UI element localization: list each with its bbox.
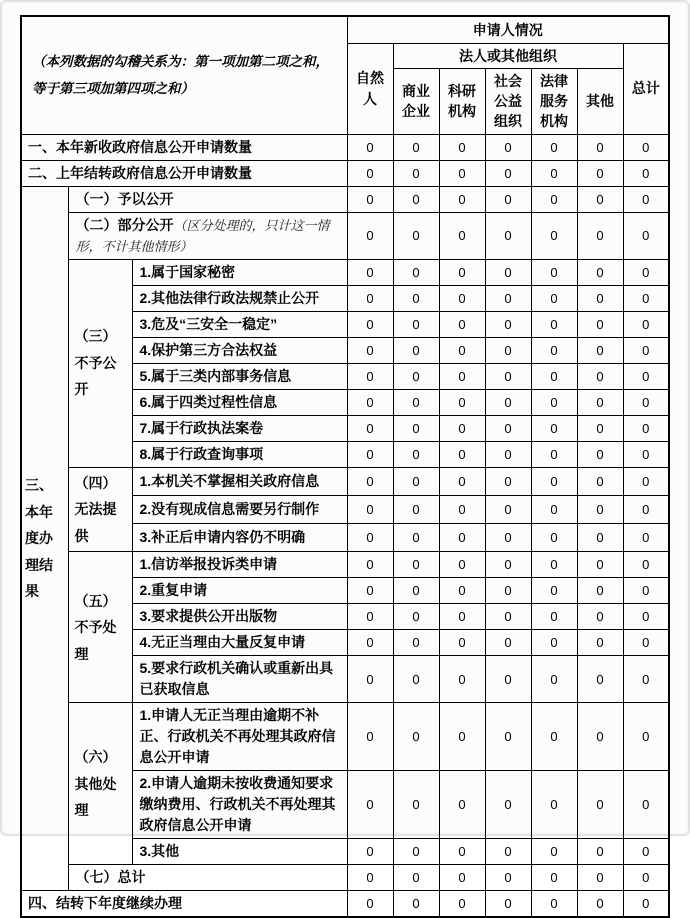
item-label: 3.其他 [133, 839, 347, 865]
value-cell: 0 [439, 441, 485, 467]
value-cell: 0 [531, 186, 577, 212]
header-applicant-situation: 申请人情况 [347, 16, 669, 43]
value-cell: 0 [623, 186, 669, 212]
item-label: 8.属于行政查询事项 [133, 441, 347, 467]
value-cell: 0 [577, 703, 623, 771]
value-cell: 0 [485, 285, 531, 311]
row-new-requests [21, 134, 669, 160]
value-cell: 0 [577, 839, 623, 865]
value-cell: 0 [623, 630, 669, 656]
value-cell: 0 [439, 495, 485, 523]
value-cell: 0 [439, 389, 485, 415]
value-cell: 0 [577, 604, 623, 630]
value-cell: 0 [439, 186, 485, 212]
value-cell: 0 [393, 703, 439, 771]
item-label: 5.要求行政机关确认或重新出具已获取信息 [133, 656, 347, 703]
value-cell: 0 [347, 891, 393, 918]
value-cell: 0 [439, 865, 485, 891]
item-label: 2.申请人逾期未按收费通知要求缴纳费用、行政机关不再处理其政府信息公开申请 [133, 771, 347, 839]
value-cell: 0 [485, 134, 531, 160]
value-cell: 0 [439, 604, 485, 630]
value-cell: 0 [623, 389, 669, 415]
header-legal-org-group: 法人或其他组织 [393, 43, 623, 68]
value-cell: 0 [485, 578, 531, 604]
value-cell: 0 [439, 524, 485, 552]
value-cell: 0 [439, 415, 485, 441]
value-cell: 0 [623, 524, 669, 552]
value-cell: 0 [439, 311, 485, 337]
value-cell: 0 [485, 771, 531, 839]
value-cell: 0 [393, 467, 439, 495]
item-label: 3.危及“三安全一稳定” [133, 311, 347, 337]
value-cell: 0 [393, 524, 439, 552]
header-other-org: 其他 [577, 68, 623, 134]
value-cell: 0 [577, 415, 623, 441]
item-label: 3.补正后申请内容仍不明确 [133, 524, 347, 552]
item-label: 2.没有现成信息需要另行制作 [133, 495, 347, 523]
value-cell: 0 [439, 891, 485, 918]
value-cell: 0 [531, 771, 577, 839]
value-cell: 0 [531, 415, 577, 441]
value-cell: 0 [347, 285, 393, 311]
value-cell: 0 [623, 160, 669, 186]
header-legal-service-org: 法律服务机构 [531, 68, 577, 134]
item-label: 7.属于行政执法案卷 [133, 415, 347, 441]
value-cell: 0 [577, 891, 623, 918]
value-cell: 0 [347, 134, 393, 160]
value-cell: 0 [577, 285, 623, 311]
value-cell: 0 [485, 337, 531, 363]
value-cell: 0 [531, 134, 577, 160]
value-cell: 0 [485, 630, 531, 656]
value-cell: 0 [347, 441, 393, 467]
value-cell: 0 [347, 656, 393, 703]
sub-label-other-handling: （六）其他处理 [69, 703, 133, 865]
value-cell: 0 [393, 285, 439, 311]
value-cell: 0 [623, 415, 669, 441]
value-cell: 0 [577, 389, 623, 415]
value-cell: 0 [485, 160, 531, 186]
value-cell: 0 [531, 363, 577, 389]
value-cell: 0 [485, 467, 531, 495]
value-cell: 0 [393, 604, 439, 630]
value-cell: 0 [347, 212, 393, 259]
value-cell: 0 [347, 186, 393, 212]
value-cell: 0 [531, 891, 577, 918]
value-cell: 0 [393, 578, 439, 604]
value-cell: 0 [623, 134, 669, 160]
value-cell: 0 [393, 186, 439, 212]
value-cell: 0 [393, 630, 439, 656]
value-cell: 0 [577, 524, 623, 552]
value-cell: 0 [577, 552, 623, 578]
value-cell: 0 [485, 552, 531, 578]
value-cell: 0 [347, 259, 393, 285]
value-cell: 0 [623, 578, 669, 604]
section-label-annual-results: 三、本年度办理结果 [21, 186, 69, 891]
value-cell: 0 [531, 259, 577, 285]
header-commercial-enterprise: 商业企业 [393, 68, 439, 134]
value-cell: 0 [485, 495, 531, 523]
value-cell: 0 [485, 415, 531, 441]
row-label-granted: （一）予以公开 [69, 186, 347, 212]
value-cell: 0 [577, 495, 623, 523]
value-cell: 0 [347, 771, 393, 839]
value-cell: 0 [439, 285, 485, 311]
row-refused-1 [21, 259, 669, 285]
value-cell: 0 [577, 337, 623, 363]
value-cell: 0 [393, 415, 439, 441]
value-cell: 0 [439, 160, 485, 186]
value-cell: 0 [531, 578, 577, 604]
value-cell: 0 [485, 186, 531, 212]
value-cell: 0 [393, 441, 439, 467]
value-cell: 0 [623, 212, 669, 259]
value-cell: 0 [347, 552, 393, 578]
value-cell: 0 [485, 604, 531, 630]
value-cell: 0 [347, 160, 393, 186]
value-cell: 0 [347, 467, 393, 495]
value-cell: 0 [485, 259, 531, 285]
value-cell: 0 [577, 160, 623, 186]
value-cell: 0 [439, 212, 485, 259]
item-label: 4.无正当理由大量反复申请 [133, 630, 347, 656]
value-cell: 0 [531, 552, 577, 578]
header-total: 总计 [623, 43, 669, 134]
value-cell: 0 [393, 259, 439, 285]
value-cell: 0 [439, 839, 485, 865]
value-cell: 0 [347, 524, 393, 552]
value-cell: 0 [485, 839, 531, 865]
value-cell: 0 [439, 771, 485, 839]
report-table [20, 15, 670, 918]
value-cell: 0 [531, 311, 577, 337]
value-cell: 0 [439, 363, 485, 389]
value-cell: 0 [577, 186, 623, 212]
value-cell: 0 [623, 363, 669, 389]
item-label: 1.本机关不掌握相关政府信息 [133, 467, 347, 495]
value-cell: 0 [531, 212, 577, 259]
value-cell: 0 [577, 865, 623, 891]
value-cell: 0 [347, 578, 393, 604]
value-cell: 0 [439, 630, 485, 656]
value-cell: 0 [577, 259, 623, 285]
value-cell: 0 [485, 441, 531, 467]
value-cell: 0 [347, 311, 393, 337]
value-cell: 0 [623, 467, 669, 495]
value-cell: 0 [439, 703, 485, 771]
value-cell: 0 [623, 259, 669, 285]
value-cell: 0 [577, 441, 623, 467]
value-cell: 0 [439, 467, 485, 495]
value-cell: 0 [485, 703, 531, 771]
value-cell: 0 [393, 865, 439, 891]
value-cell: 0 [577, 467, 623, 495]
value-cell: 0 [531, 703, 577, 771]
value-cell: 0 [623, 311, 669, 337]
value-cell: 0 [439, 552, 485, 578]
partial-label: （二）部分公开 [75, 216, 174, 233]
value-cell: 0 [347, 495, 393, 523]
value-cell: 0 [577, 311, 623, 337]
value-cell: 0 [485, 389, 531, 415]
value-cell: 0 [577, 134, 623, 160]
item-label: 3.要求提供公开出版物 [133, 604, 347, 630]
value-cell: 0 [347, 337, 393, 363]
value-cell: 0 [623, 771, 669, 839]
row-label-subtotal: （七）总计 [69, 865, 347, 891]
value-cell: 0 [393, 337, 439, 363]
value-cell: 0 [439, 259, 485, 285]
value-cell: 0 [531, 524, 577, 552]
value-cell: 0 [485, 865, 531, 891]
value-cell: 0 [531, 630, 577, 656]
item-label: 4.保护第三方合法权益 [133, 337, 347, 363]
reconciliation-note: （本列数据的勾稽关系为：第一项加第二项之和，等于第三项加第四项之和） [21, 16, 347, 134]
value-cell: 0 [623, 495, 669, 523]
item-label: 5.属于三类内部事务信息 [133, 363, 347, 389]
value-cell: 0 [623, 865, 669, 891]
value-cell: 0 [531, 656, 577, 703]
value-cell: 0 [393, 212, 439, 259]
value-cell: 0 [531, 839, 577, 865]
value-cell: 0 [347, 415, 393, 441]
value-cell: 0 [347, 839, 393, 865]
value-cell: 0 [393, 311, 439, 337]
value-cell: 0 [577, 630, 623, 656]
item-label: 1.属于国家秘密 [133, 259, 347, 285]
sub-label-not-processed: （五）不予处理 [69, 552, 133, 703]
value-cell: 0 [439, 578, 485, 604]
value-cell: 0 [623, 441, 669, 467]
value-cell: 0 [393, 160, 439, 186]
value-cell: 0 [531, 160, 577, 186]
value-cell: 0 [623, 656, 669, 703]
value-cell: 0 [485, 656, 531, 703]
value-cell: 0 [623, 839, 669, 865]
header-natural-person: 自然人 [347, 43, 393, 134]
value-cell: 0 [393, 134, 439, 160]
value-cell: 0 [393, 495, 439, 523]
value-cell: 0 [577, 363, 623, 389]
row-label-new-requests: 一、本年新收政府信息公开申请数量 [21, 134, 347, 160]
value-cell: 0 [393, 839, 439, 865]
item-label: 1.信访举报投诉类申请 [133, 552, 347, 578]
header-public-welfare-org: 社会公益组织 [485, 68, 531, 134]
value-cell: 0 [623, 891, 669, 918]
value-cell: 0 [623, 604, 669, 630]
value-cell: 0 [485, 212, 531, 259]
value-cell: 0 [485, 311, 531, 337]
value-cell: 0 [347, 703, 393, 771]
value-cell: 0 [531, 495, 577, 523]
row-unable-1 [21, 467, 669, 495]
value-cell: 0 [577, 578, 623, 604]
value-cell: 0 [393, 891, 439, 918]
item-label: 6.属于四类过程性信息 [133, 389, 347, 415]
value-cell: 0 [577, 771, 623, 839]
row-next-year [21, 891, 669, 918]
value-cell: 0 [393, 389, 439, 415]
value-cell: 0 [393, 656, 439, 703]
value-cell: 0 [347, 630, 393, 656]
row-label-next-year: 四、结转下年度继续办理 [21, 891, 347, 918]
value-cell: 0 [439, 134, 485, 160]
header-row-1 [21, 16, 669, 43]
value-cell: 0 [347, 363, 393, 389]
value-cell: 0 [347, 604, 393, 630]
value-cell: 0 [485, 891, 531, 918]
item-label: 2.其他法律行政法规禁止公开 [133, 285, 347, 311]
row-subtotal [21, 865, 669, 891]
value-cell: 0 [577, 212, 623, 259]
value-cell: 0 [439, 656, 485, 703]
value-cell: 0 [393, 552, 439, 578]
item-label: 1.申请人无正当理由逾期不补正、行政机关不再处理其政府信息公开申请 [133, 703, 347, 771]
header-research-institution: 科研机构 [439, 68, 485, 134]
value-cell: 0 [393, 771, 439, 839]
value-cell: 0 [347, 389, 393, 415]
value-cell: 0 [485, 524, 531, 552]
value-cell: 0 [623, 285, 669, 311]
value-cell: 0 [347, 865, 393, 891]
value-cell: 0 [623, 703, 669, 771]
row-label-carried-over: 二、上年结转政府信息公开申请数量 [21, 160, 347, 186]
value-cell: 0 [531, 285, 577, 311]
value-cell: 0 [531, 389, 577, 415]
row-granted [21, 186, 669, 212]
value-cell: 0 [623, 552, 669, 578]
row-label-partial [69, 212, 347, 259]
item-label: 2.重复申请 [133, 578, 347, 604]
row-carried-over-requests [21, 160, 669, 186]
value-cell: 0 [531, 604, 577, 630]
value-cell: 0 [531, 441, 577, 467]
sub-label-refused: （三）不予公开 [69, 259, 133, 467]
row-partial-disclosure [21, 212, 669, 259]
value-cell: 0 [485, 363, 531, 389]
partial-note: （区分处理的，只计这一情形，不计其他情形） [75, 217, 330, 254]
row-otherhandling-1 [21, 703, 669, 771]
value-cell: 0 [439, 337, 485, 363]
value-cell: 0 [577, 656, 623, 703]
value-cell: 0 [531, 865, 577, 891]
row-notprocessed-1 [21, 552, 669, 578]
value-cell: 0 [393, 363, 439, 389]
value-cell: 0 [531, 337, 577, 363]
value-cell: 0 [623, 337, 669, 363]
sub-label-unable: （四）无法提供 [69, 467, 133, 552]
value-cell: 0 [531, 467, 577, 495]
